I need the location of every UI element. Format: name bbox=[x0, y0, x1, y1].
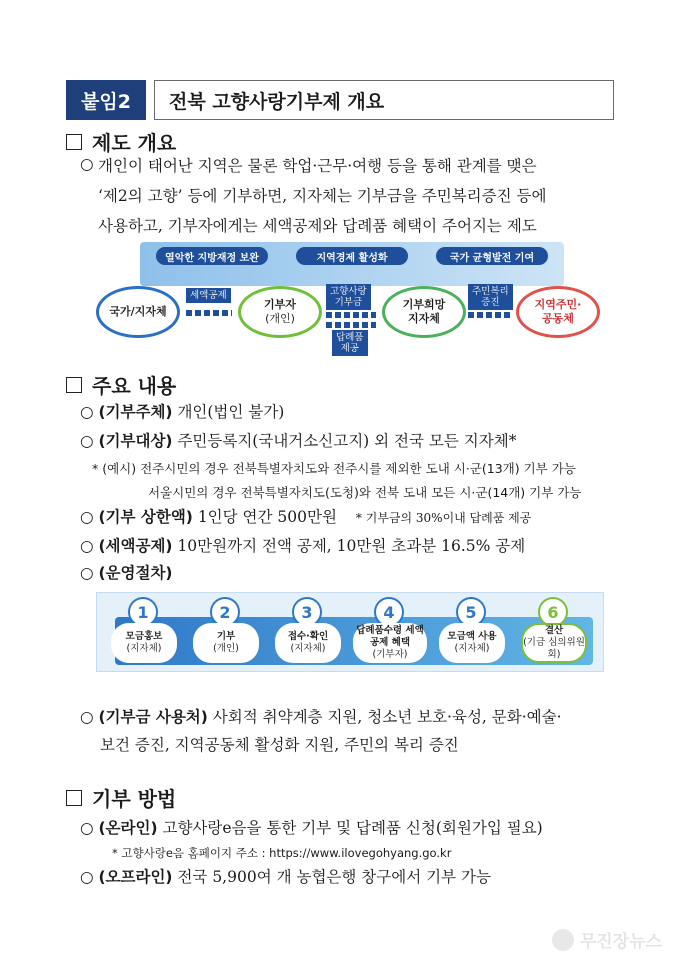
step-3-label: 접수·확인 (지자체) bbox=[275, 623, 341, 663]
arrow-label-donation: 고향사랑 기부금 bbox=[326, 284, 371, 310]
step-6: 6 bbox=[521, 597, 585, 627]
arrow-label-tax: 세액공제 bbox=[186, 288, 231, 303]
step-1: 1 bbox=[111, 597, 175, 627]
donation-flow-diagram bbox=[96, 242, 610, 360]
step-5-label: 모금액 사용 (지자체) bbox=[439, 623, 505, 663]
step-6-label: 결산 (기금 심의위원회) bbox=[521, 623, 587, 663]
section-square-icon bbox=[66, 134, 82, 150]
intro-line-3: 사용하고, 기부자에게는 세액공제와 답례품 혜택이 주어지는 제도 bbox=[98, 217, 537, 235]
step-4-label: 답례품수령 세액공제 혜택 (기부자) bbox=[353, 623, 427, 663]
attachment-header bbox=[66, 80, 614, 120]
step-4: 4 bbox=[357, 597, 421, 627]
intro-paragraph bbox=[98, 151, 618, 241]
arrow-gift bbox=[326, 322, 376, 328]
section-heading-overview: 제도 개요 bbox=[66, 127, 176, 156]
watermark: 무진장뉴스 bbox=[552, 927, 662, 952]
intro-line-1: 개인이 태어난 지역은 물론 학업·근무·여행 등을 통해 관계를 맺은 bbox=[98, 157, 537, 175]
item-donor: ○ (기부주체) 개인(법인 불가) bbox=[80, 403, 285, 421]
banner-economy: 지역경제 활성화 bbox=[296, 247, 408, 265]
item-tax: ○ (세액공제) 10만원까지 전액 공제, 10만원 초과분 16.5% 공제 bbox=[80, 537, 526, 555]
banner-fiscal: 열악한 지방재정 보완 bbox=[156, 247, 268, 265]
banner-balance: 국가 균형발전 기여 bbox=[436, 247, 548, 265]
step-1-label: 모금홍보 (지자체) bbox=[111, 623, 177, 663]
item-usage-line-2: 보건 증진, 지역공동체 활성화 지원, 주민의 복리 증진 bbox=[100, 736, 459, 754]
section-square-icon bbox=[66, 377, 82, 393]
attachment-tag: 붙임2 bbox=[66, 80, 146, 120]
method-online: ○ (온라인) 고향사랑e음을 통한 기부 및 답례품 신청(회원가입 필요) bbox=[80, 819, 543, 837]
arrow-tax bbox=[186, 310, 232, 316]
arrow-welfare bbox=[468, 312, 512, 318]
step-3: 3 bbox=[275, 597, 339, 627]
step-5: 5 bbox=[439, 597, 503, 627]
document-title: 전북 고향사랑기부제 개요 bbox=[154, 80, 614, 120]
intro-line-2: ‘제2의 고향’ 등에 기부하면, 지자체는 기부금을 주민복리증진 등에 bbox=[98, 187, 547, 205]
step-2: 2 bbox=[193, 597, 257, 627]
arrow-label-welfare: 주민복리 증진 bbox=[468, 284, 513, 310]
note-example-seoul: 서울시민의 경우 전북특별자치도(도청)와 전북 도내 모든 시·군(14개) 기부 가능 bbox=[148, 485, 582, 500]
watermark-logo-icon bbox=[552, 929, 574, 951]
item-target: ○ (기부대상) 주민등록지(국내거소신고지) 외 전국 모든 지자체* bbox=[80, 432, 517, 450]
process-diagram bbox=[96, 592, 604, 672]
item-limit: ○ (기부 상한액) 1인당 연간 500만원 * 기부금의 30%이내 답례품 제공 bbox=[80, 508, 532, 526]
node-donor: 기부자 (개인) bbox=[238, 286, 322, 338]
node-residents: 지역주민· 공동체 bbox=[516, 286, 600, 338]
online-url-note: * 고향사랑e음 홈페이지 주소 : https://www.ilovegohyang.go.kr bbox=[112, 846, 452, 860]
section-square-icon bbox=[66, 790, 82, 806]
note-example-jeonju: * (예시) 전주시민의 경우 전북특별자치도와 전주시를 제외한 도내 시·군(13개) 기부 가능 bbox=[92, 461, 576, 476]
arrow-label-gift: 답례품 제공 bbox=[332, 330, 368, 356]
item-usage: ○ (기부금 사용처) 사회적 취약계층 지원, 청소년 보호·육성, 문화·예술· bbox=[80, 708, 562, 726]
intro-marker: ○ bbox=[80, 155, 94, 173]
section-heading-method: 기부 방법 bbox=[66, 783, 176, 812]
node-state: 국가/지자체 bbox=[96, 286, 180, 338]
section-heading-main: 주요 내용 bbox=[66, 370, 176, 399]
arrow-donation bbox=[326, 312, 376, 318]
item-process: ○ (운영절차) bbox=[80, 564, 173, 582]
method-offline: ○ (오프라인) 전국 5,900여 개 농협은행 창구에서 기부 가능 bbox=[80, 868, 491, 886]
node-target-gov: 기부희망 지자체 bbox=[382, 286, 466, 338]
step-2-label: 기부 (개인) bbox=[193, 623, 259, 663]
